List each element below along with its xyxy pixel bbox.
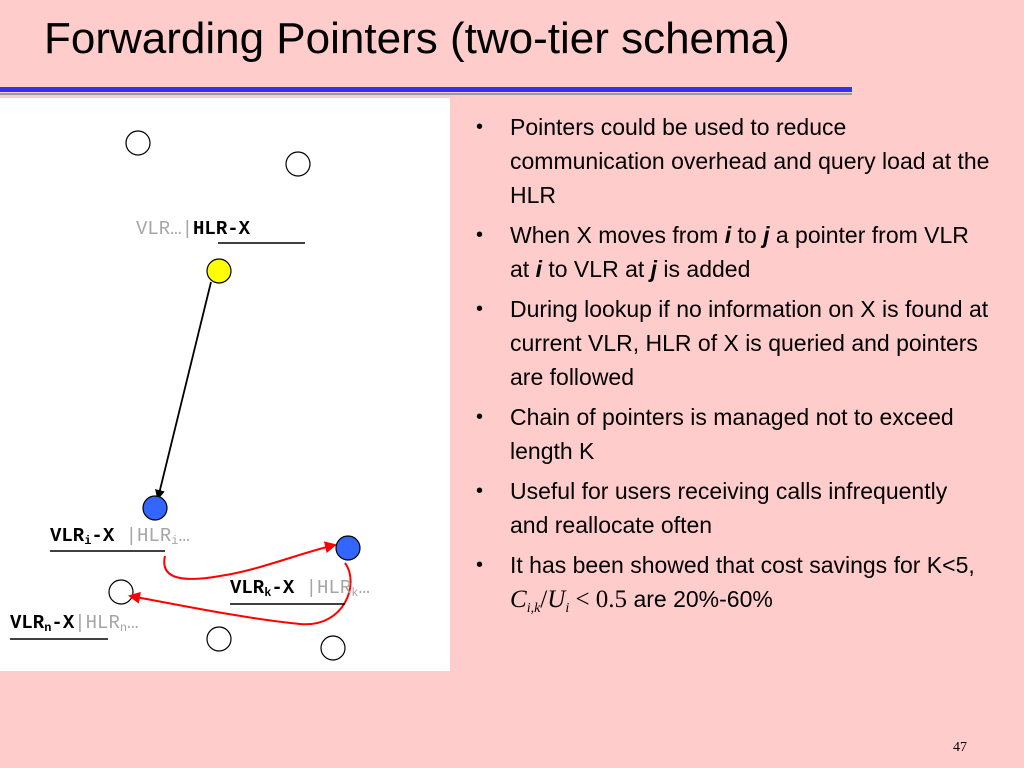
hlr-node [207,259,231,283]
bullet-text: is added [657,256,751,282]
vlr-k-ellipsis: … [358,577,370,599]
var-j: j [650,256,658,282]
slide-title: Forwarding Pointers (two-tier schema) [44,14,790,63]
bullet-item [470,548,990,626]
vlr-i-ellipsis: … [178,525,190,547]
formula-u-sub: i [565,601,570,616]
formula-rel: < 0.5 [569,586,628,613]
vlr-k-label [230,577,370,600]
hlr-label-prefix: VLR…| [136,218,194,240]
bullet-text: When X moves from [510,222,725,248]
vlr-k-name: VLR [230,577,265,599]
bullet-text: Pointers could be used to reduce communication overhead and query load at the HLR [510,114,990,208]
bullet-text: Useful for users receiving calls infrequently and reallocate often [510,478,948,538]
vlr-n-sub: n [44,621,52,635]
bullet-item [470,110,990,212]
cell-node [109,580,133,604]
formula-c: C [510,586,527,613]
bullet-item [470,400,990,468]
formula-slash: / [540,586,548,613]
bullet-list [470,110,990,632]
title-rule-shadow [0,93,852,95]
var-i: i [724,222,732,248]
bullet-dot: • [476,116,484,138]
hlr-label [136,218,250,240]
vlr-i-node [143,496,167,520]
vlr-i-name: VLR [50,525,85,547]
bullet-text: It has been showed that cost savings for K<5, [510,552,975,578]
vlr-i-suffix: -X [91,525,115,547]
network-diagram [0,98,450,671]
vlr-n-name: VLR [10,612,45,634]
formula-u: U [547,586,566,613]
page-number: 47 [953,740,967,755]
vlr-k-suffix: -X [271,577,295,599]
cell-node [286,152,310,176]
vlr-k-sep: | [305,577,318,599]
vlr-n-sep: | [74,612,86,634]
bullet-item [470,474,990,542]
cell-node [321,636,345,660]
vlr-i-sub: i [84,534,92,548]
bullet-dot: • [476,298,484,320]
cost-formula [510,583,627,626]
bullet-text: a pointer from VLR at [510,222,969,282]
bullet-text: Chain of pointers is managed not to exceed length K [510,404,954,464]
diagram-canvas [0,98,450,671]
formula-c-sub: i,k [526,601,541,616]
vlr-n-ellipsis: … [127,612,139,634]
var-i: i [535,256,542,282]
pointer-arrow [164,545,335,579]
bullet-text: are 20%-60% [633,586,773,612]
bullet-text: During lookup if no information on X is found at current VLR, HLR of X is queried and pointers are followed [510,296,989,390]
bullet-item [470,292,990,394]
bullet-dot: • [476,480,484,502]
vlr-n-hlr: HLR [85,612,120,634]
hlr-link [158,282,211,498]
vlr-i-sep: | [125,525,138,547]
bullet-item [470,218,990,286]
hlr-label-main: HLR-X [193,218,251,240]
var-j: j [763,222,770,248]
bullet-text: to [731,222,764,248]
title-rule [0,87,852,92]
vlr-n-hlr-sub: n [119,621,128,635]
vlr-k-hlr-sub: k [351,586,359,600]
bullet-dot: • [476,406,484,428]
vlr-n-suffix: -X [51,612,75,634]
bullet-dot: • [476,554,484,576]
vlr-i-label [50,525,190,548]
cell-node [207,627,231,651]
vlr-k-hlr: HLR [317,577,352,599]
vlr-k-node [336,536,360,560]
bullet-dot: • [476,224,484,246]
cell-node [126,131,150,155]
vlr-i-hlr-sub: i [171,534,179,548]
vlr-i-hlr: HLR [137,525,172,547]
vlr-k-sub: k [264,586,272,600]
vlr-n-label [10,612,138,635]
bullet-text: to VLR at [541,256,651,282]
